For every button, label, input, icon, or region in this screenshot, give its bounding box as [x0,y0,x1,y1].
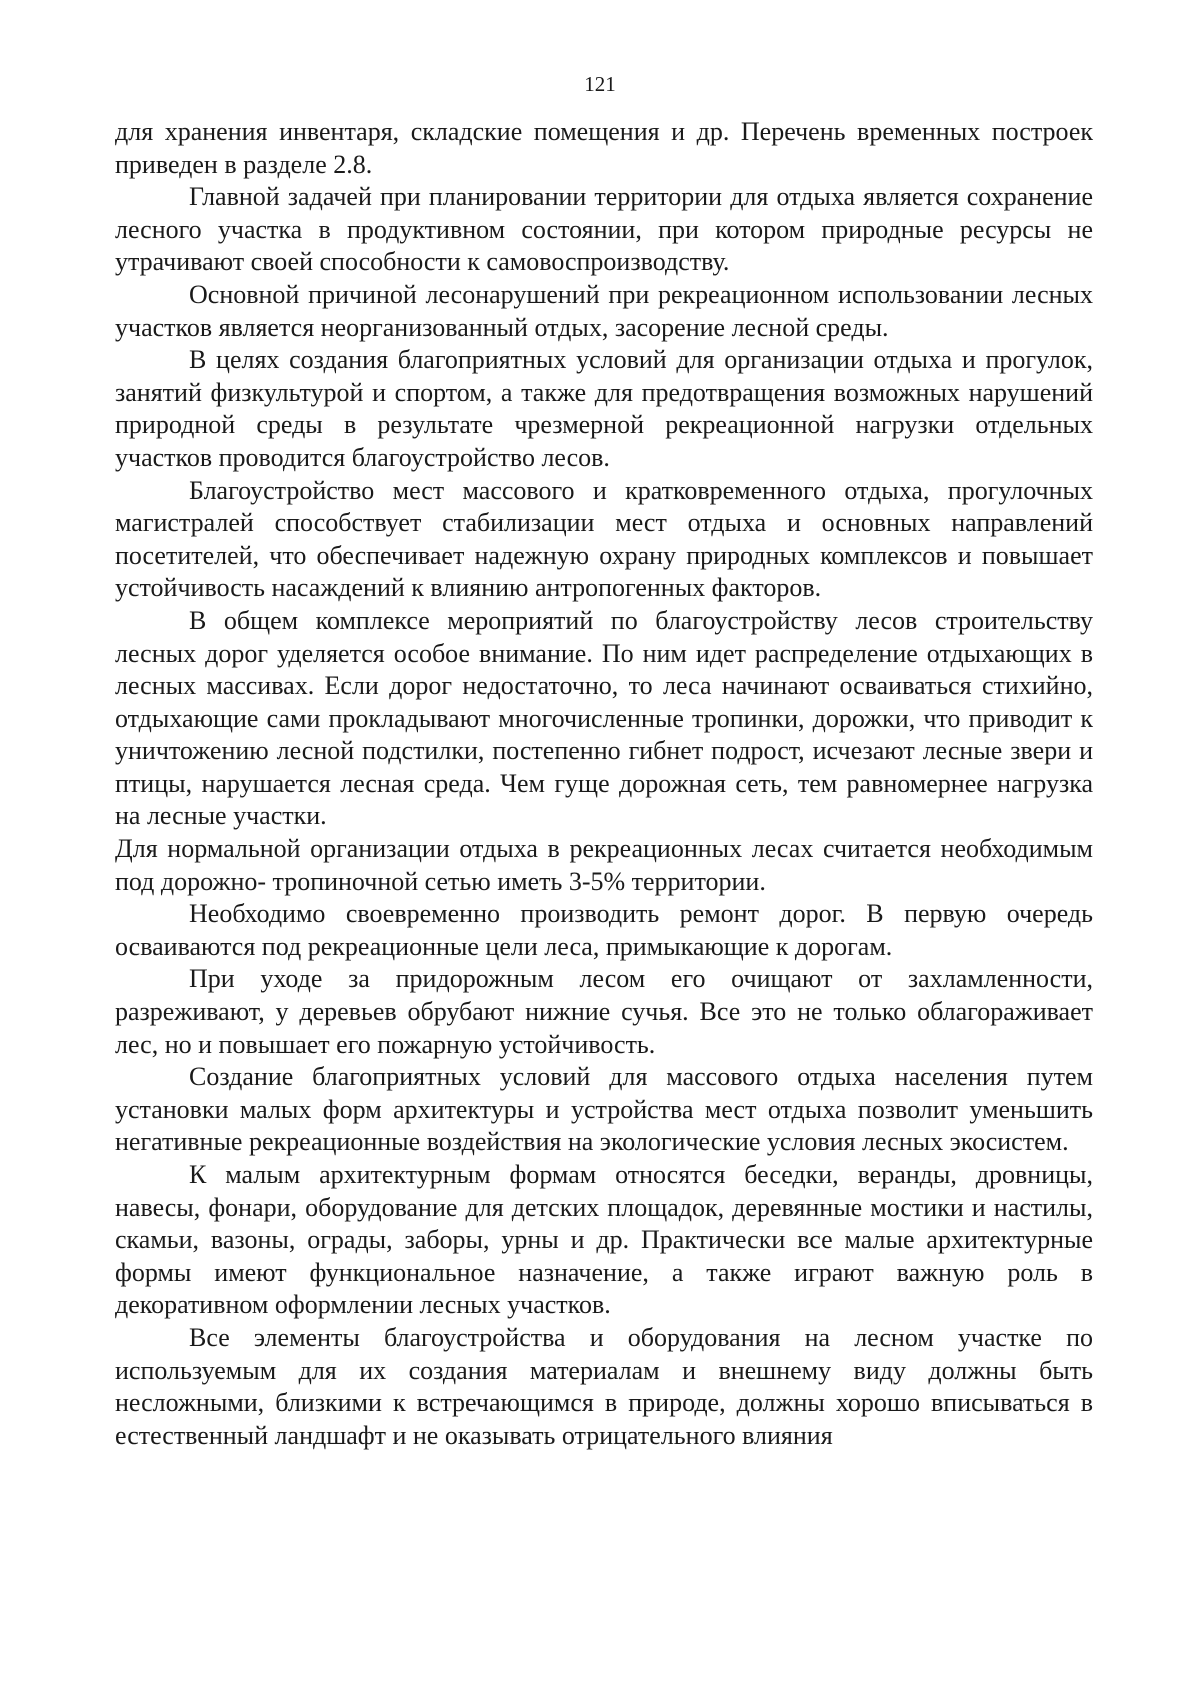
paragraph: Главной задачей при планировании территории для отдыха является сохранение лесного участка в продуктивном состоянии, при котором природные ресурсы не утрачивают своей способности к самовоспроизводству. [115,182,1093,277]
paragraph: К малым архитектурным формам относятся беседки, веранды, дровницы, навесы, фонари, оборудование для детских площадок, деревянные мостики и настилы, скамьи, вазоны, ограды, заборы, урны и др. Практически все малые архитектурные формы имеют функциональное назначение, а также играют важную роль в декоративном оформлении лесных участков. [115,1160,1093,1320]
body-text [115,116,1093,1452]
paragraph: Необходимо своевременно производить ремонт дорог. В первую очередь осваиваются под рекреационные цели леса, примыкающие к дорогам. [115,899,1093,961]
paragraph: Основной причиной лесонарушений при рекреационном использовании лесных участков является неорганизованный отдых, засорение лесной среды. [115,279,1093,342]
paragraph: Все элементы благоустройства и оборудования на лесном участке по используемым для их создания материалам и внешнему виду должны быть несложными, близкими к встречающимся в природе, должны хорошо вписываться в естественный ландшафт и не оказывать отрицательного влияния [115,1322,1093,1450]
paragraph: Создание благоприятных условий для массового отдыха населения путем установки малых форм архитектуры и устройства мест отдыха позволит уменьшить негативные рекреационные воздействия на экологические условия лесных экосистем. [115,1062,1093,1157]
paragraph-continuation: для хранения инвентаря, складские помещения и др. Перечень временных построек приведен в разделе 2.8. [115,117,1093,179]
paragraph: Для нормальной организации отдыха в рекреационных лесах считается необходимым под дорожно- тропиночной сетью иметь 3-5% территории. [115,834,1093,896]
paragraph: Благоустройство мест массового и кратковременного отдыха, прогулочных магистралей способствует стабилизации мест отдыха и основных направлений посетителей, что обеспечивает надежную охрану природных комплексов и повышает устойчивость насаждений к влиянию антропогенных факторов. [115,475,1093,603]
page-number: 121 [584,72,616,96]
paragraph: В целях создания благоприятных условий для организации отдыха и прогулок, занятий физкультурой и спортом, а также для предотвращения возможных нарушений природной среды в результате чрезмерной рекреационной нагрузки отдельных участков проводится благоустройство лесов. [115,345,1093,472]
paragraph: При уходе за придорожным лесом его очищают от захламленности, разреживают, у деревьев обрубают нижние сучья. Все это не только облагораживает лес, но и повышает его пожарную устойчивость. [115,964,1093,1059]
paragraph: В общем комплексе мероприятий по благоустройству лесов строительству лесных дорог уделяется особое внимание. По ним идет распределение отдыхающих в лесных массивах. Если дорог недостаточно, то леса начинают осваиваться стихийно, отдыхающие сами прокладывают многочисленные тропинки, дорожки, что приводит к уничтожению лесной подстилки, постепенно гибнет подрост, исчезают лесные звери и птицы, нарушается лесная среда. Чем гуще дорожная сеть, тем равномернее нагрузка на лесные участки. [115,605,1093,831]
